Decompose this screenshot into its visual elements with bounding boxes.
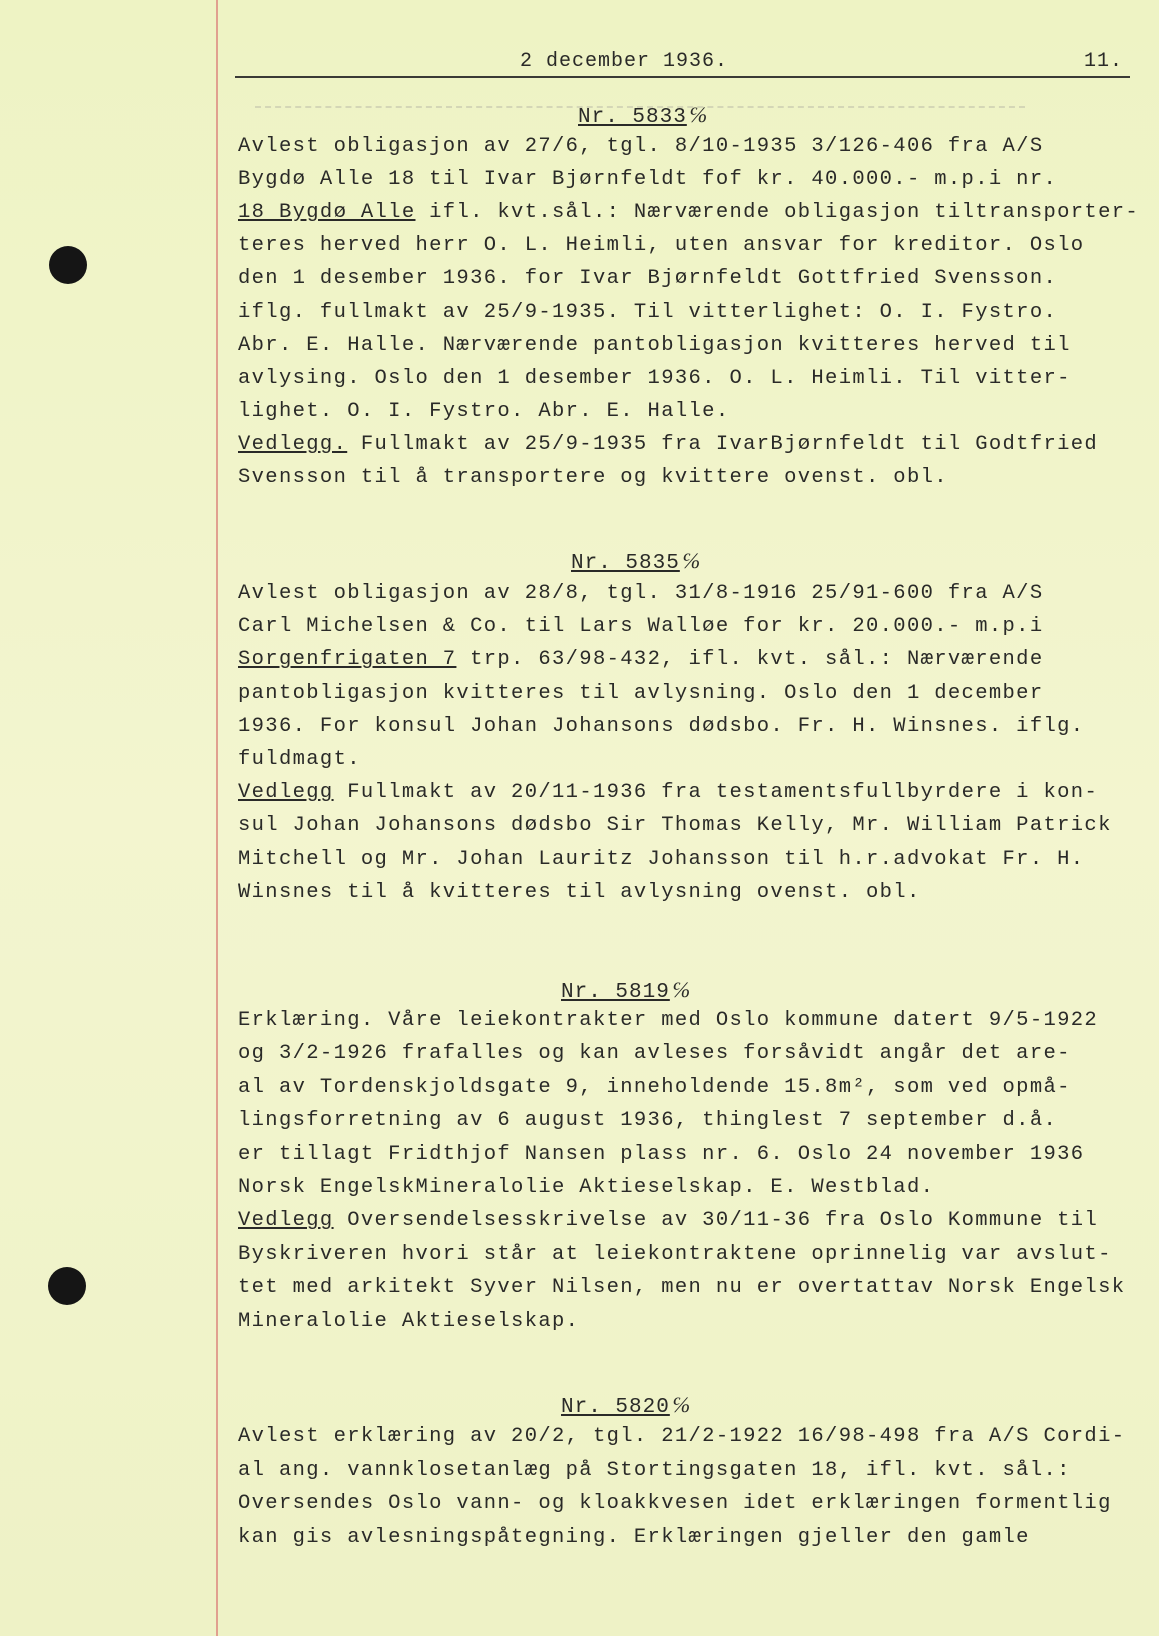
page-number: 11. xyxy=(1083,50,1123,73)
text-line: lingsforretning av 6 august 1936, thinglest 7 september d.å. xyxy=(238,1109,1058,1133)
text-line: Bygdø Alle 18 til Ivar Bjørnfeldt fof kr. 40.000.- m.p.i nr. xyxy=(238,168,1058,192)
header-rule xyxy=(235,76,1130,78)
text-line: den 1 desember 1936. for Ivar Bjørnfeldt Gottfried Svensson. xyxy=(238,267,1058,291)
entry-number xyxy=(561,1392,691,1419)
text-line xyxy=(238,1209,1098,1232)
text-line: er tillagt Fridthjof Nansen plass nr. 6. Oslo 24 november 1936 xyxy=(238,1142,1085,1166)
line-text: Oversendelsesskrivelse av 30/11-36 fra Oslo Kommune til xyxy=(333,1209,1099,1233)
text-line xyxy=(238,433,1098,456)
punch-hole-bottom xyxy=(48,1267,86,1305)
underlined-text: Vedlegg xyxy=(238,781,334,805)
margin-rule xyxy=(216,0,218,1636)
initials-mark: ℅ xyxy=(681,549,702,574)
text-line: 1936. For konsul Johan Johansons dødsbo. Fr. H. Winsnes. iflg. xyxy=(238,714,1085,738)
entry-number-text: Nr. 5835 xyxy=(571,552,680,575)
underlined-text: Vedlegg xyxy=(238,1209,334,1233)
entry-number xyxy=(578,102,708,129)
text-line xyxy=(238,648,1043,671)
text-line: kan gis avlesningspåtegning. Erklæringen gjeller den gamle xyxy=(238,1525,1030,1549)
text-line: al ang. vannklosetanlæg på Stortingsgaten 18, ifl. kvt. sål.: xyxy=(238,1458,1071,1482)
line-text: Fullmakt av 25/9-1935 fra IvarBjørnfeldt til Godtfried xyxy=(347,432,1099,456)
text-line: avlysing. Oslo den 1 desember 1936. O. L. Heimli. Til vitter- xyxy=(238,366,1071,390)
text-line: fuldmagt. xyxy=(238,748,361,771)
underlined-text: Sorgenfrigaten 7 xyxy=(238,648,457,672)
text-line: teres herved herr O. L. Heimli, uten ansvar for kreditor. Oslo xyxy=(238,234,1085,258)
text-line xyxy=(238,781,1098,804)
line-text: trp. 63/98-432, ifl. kvt. sål.: Nærværende xyxy=(456,648,1044,672)
text-line: Svensson til å transportere og kvittere ovenst. obl. xyxy=(238,466,948,489)
text-line: Avlest erklæring av 20/2, tgl. 21/2-1922 16/98-498 fra A/S Cordi- xyxy=(238,1425,1126,1448)
text-line: og 3/2-1926 frafalles og kan avleses forsåvidt angår det are- xyxy=(238,1042,1071,1066)
line-text: Fullmakt av 20/11-1936 fra testamentsfullbyrdere i kon- xyxy=(333,781,1099,805)
entry-number-text: Nr. 5820 xyxy=(561,1396,670,1419)
text-line: al av Tordenskjoldsgate 9, inneholdende 15.8m², som ved opmå- xyxy=(238,1075,1071,1099)
line-text: ifl. kvt.sål.: Nærværende obligasjon tiltransporter- xyxy=(415,201,1140,225)
text-line: Abr. E. Halle. Nærværende pantobligasjon kvitteres herved til xyxy=(238,333,1071,357)
entry-number-text: Nr. 5819 xyxy=(561,981,670,1004)
text-line: Mineralolie Aktieselskap. xyxy=(238,1309,580,1333)
text-line: sul Johan Johansons dødsbo Sir Thomas Kelly, Mr. William Patrick xyxy=(238,814,1112,838)
underlined-text: Vedlegg. xyxy=(238,432,348,456)
text-line: Mitchell og Mr. Johan Lauritz Johansson til h.r.advokat Fr. H. xyxy=(238,847,1085,871)
text-line: Avlest obligasjon av 27/6, tgl. 8/10-1935 3/126-406 fra A/S xyxy=(238,135,1044,158)
text-line: Winsnes til å kvitteres til avlysning ovenst. obl. xyxy=(238,880,921,904)
text-line: Byskriveren hvori står at leiekontraktene oprinnelig var avslut- xyxy=(238,1242,1112,1266)
text-line: Norsk EngelskMineralolie Aktieselskap. E. Westblad. xyxy=(238,1176,935,1199)
initials-mark: ℅ xyxy=(688,103,709,128)
entry-number xyxy=(561,977,691,1004)
text-line: iflg. fullmakt av 25/9-1935. Til vitterlighet: O. I. Fystro. xyxy=(238,300,1058,324)
underlined-text: 18 Bygdø Alle xyxy=(238,201,416,225)
text-line: pantobligasjon kvitteres til avlysning. Oslo den 1 december xyxy=(238,681,1044,705)
header-date: 2 december 1936. xyxy=(520,50,729,73)
text-line: Erklæring. Våre leiekontrakter med Oslo kommune datert 9/5-1922 xyxy=(238,1009,1099,1032)
initials-mark: ℅ xyxy=(671,1393,692,1418)
text-line: lighet. O. I. Fystro. Abr. E. Halle. xyxy=(238,399,730,423)
text-line: tet med arkitekt Syver Nilsen, men nu er overtattav Norsk Engelsk xyxy=(238,1276,1126,1300)
entry-number xyxy=(571,548,701,575)
text-line: Avlest obligasjon av 28/8, tgl. 31/8-1916 25/91-600 fra A/S xyxy=(238,582,1044,605)
text-line xyxy=(238,201,1139,224)
initials-mark: ℅ xyxy=(671,978,692,1003)
punch-hole-top xyxy=(49,246,87,284)
text-line: Carl Michelsen & Co. til Lars Walløe for kr. 20.000.- m.p.i xyxy=(238,615,1044,639)
entry-number-text: Nr. 5833 xyxy=(578,106,687,129)
text-line: Oversendes Oslo vann- og kloakkvesen idet erklæringen formentlig xyxy=(238,1492,1112,1516)
